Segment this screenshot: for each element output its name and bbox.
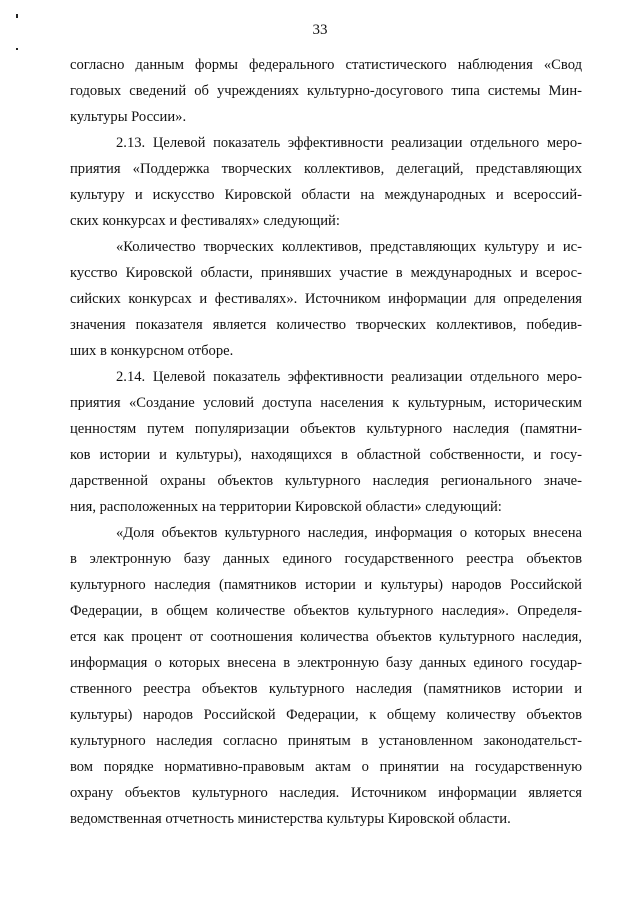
text-line: Федерации, в общем количестве объектов культурного наследия». Определя- [70, 603, 582, 619]
text-line: годовых сведений об учреждениях культурно-досугового типа системы Мин- [70, 83, 582, 99]
paragraph-2-13-definition [70, 234, 582, 364]
text-line: дарственной охраны объектов культурного наследия регионального значе- [70, 473, 582, 489]
text-line: приятия «Создание условий доступа населения к культурным, историческим [70, 395, 582, 411]
text-line: охрану объектов культурного наследия. Источником информации является [70, 785, 582, 801]
text-line: кусство Кировской области, принявших участие в международных и всерос- [70, 265, 582, 281]
text-line: информация о которых внесена в электронную базу данных единого государ- [70, 655, 582, 671]
text-line: культурного наследия согласно принятым в установленном законодательст- [70, 733, 582, 749]
text-line: 2.14. Целевой показатель эффективности реализации отдельного меро- [116, 369, 582, 385]
paragraph-2-14-definition [70, 520, 582, 832]
text-line: ется как процент от соотношения количества объектов культурного наследия, [70, 629, 582, 645]
paragraph-2-13 [70, 130, 582, 234]
text-line: ков истории и культуры), находящихся в областной собственности, и госу- [70, 447, 582, 463]
text-line: значения показателя является количество творческих коллективов, победив- [70, 317, 582, 333]
page-number: 33 [312, 22, 328, 38]
text-line: ведомственная отчетность министерства культуры Кировской области. [70, 811, 511, 827]
text-line: культуры) народов Российской Федерации, к общему количеству объектов [70, 707, 582, 723]
paragraph-2-14 [70, 364, 582, 520]
text-line: культуры России». [70, 109, 187, 125]
text-line: ственного реестра объектов культурного наследия (памятников истории и [70, 681, 582, 697]
text-line: вом порядке нормативно-правовым актам о принятии на государственную [70, 759, 582, 775]
scan-mark [16, 14, 18, 18]
text-line: согласно данным формы федерального статистического наблюдения «Свод [70, 57, 582, 73]
text-line: сийских конкурсах и фестивалях». Источником информации для определения [70, 291, 582, 307]
document-body [70, 52, 582, 832]
text-line: 2.13. Целевой показатель эффективности реализации отдельного меро- [116, 135, 582, 151]
text-line: культуру и искусство Кировской области на международных и всероссий- [70, 187, 582, 203]
text-line: «Количество творческих коллективов, представляющих культуру и ис- [116, 239, 582, 255]
text-line: ценностям путем популяризации объектов культурного наследия (памятни- [70, 421, 582, 437]
text-line: культурного наследия (памятников истории и культуры) народов Российской [70, 577, 582, 593]
scan-mark [16, 48, 18, 50]
text-line: ских конкурсах и фестивалях» следующий: [70, 213, 340, 229]
text-line: приятия «Поддержка творческих коллективов, делегаций, представляющих [70, 161, 582, 177]
text-line: ших в конкурсном отборе. [70, 343, 234, 359]
text-line: в электронную базу данных единого государственного реестра объектов [70, 551, 582, 567]
paragraph-intro-continuation [70, 52, 582, 130]
text-line: «Доля объектов культурного наследия, информация о которых внесена [116, 525, 582, 541]
text-line: ния, расположенных на территории Кировской области» следующий: [70, 499, 502, 515]
